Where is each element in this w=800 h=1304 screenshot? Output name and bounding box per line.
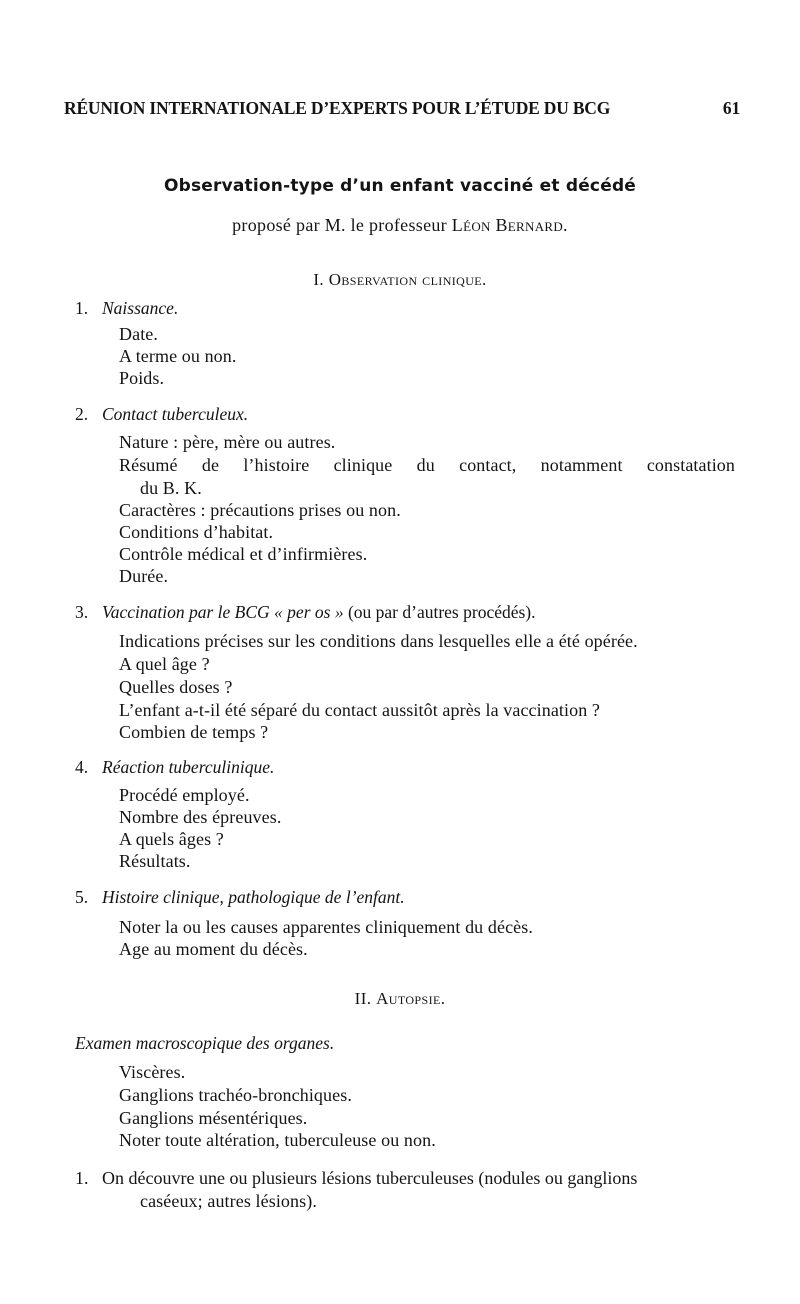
section-heading-autopsie [0,989,800,1009]
item-number: 5. [75,887,89,907]
item-title: Naissance. [102,298,179,318]
item-line: Conditions d’habitat. [119,522,274,542]
item-line: Age au moment du décès. [119,939,308,959]
item-line: Nature : père, mère ou autres. [119,432,336,452]
item-number: 3. [75,602,89,622]
item-number: 1. [75,298,89,318]
item-number: 2. [75,404,89,424]
item-line: Contrôle médical et d’infirmières. [119,544,368,564]
item-number: 1. [75,1168,89,1188]
autopsy-line: Noter toute altération, tuberculeuse ou non. [119,1130,436,1150]
item-heading-reaction [75,757,274,778]
item-number: 4. [75,757,89,777]
autopsy-line: Ganglions mésentériques. [119,1108,308,1128]
item-line: Durée. [119,566,169,586]
item-line: A quels âges ? [119,829,224,849]
subtitle-author: Léon Bernard. [451,215,568,235]
autopsy-line: Viscères. [119,1062,186,1082]
item-line: du B. K. [140,478,202,498]
section-title: Observation clinique. [328,270,487,289]
item-heading-histoire [75,887,405,908]
section-heading-observation [0,270,800,290]
page-number: 61 [722,98,740,118]
autopsy-item-1 [75,1168,732,1189]
running-head-text: RÉUNION INTERNATIONALE D’EXPERTS POUR L’ÉTUDE DU BCG [64,98,611,118]
item-title: Contact tuberculeux. [102,404,249,424]
item-line: Résultats. [119,851,191,871]
autopsy-heading [75,1033,334,1054]
section-title: Autopsie. [376,989,446,1008]
item-heading-contact [75,404,248,425]
item-title: Histoire clinique, pathologique de l’enfant. [102,887,405,907]
autopsy-item-text: On découvre une ou plusieurs lésions tuberculeuses (nodules ou ganglions [102,1168,638,1188]
item-line: Noter la ou les causes apparentes cliniquement du décès. [119,917,533,937]
item-line: Date. [119,324,158,344]
item-line: Résumé de l’histoire clinique du contact, notamment constatation [119,455,735,475]
running-head [64,98,740,119]
item-heading-naissance [75,298,178,319]
item-line: L’enfant a-t-il été séparé du contact aussitôt après la vaccination ? [119,700,601,720]
autopsy-item-line: caséeux; autres lésions). [140,1191,317,1211]
item-line: Caractères : précautions prises ou non. [119,500,401,520]
item-line: Quelles doses ? [119,677,233,697]
document-title: Observation-type d’un enfant vacciné et décédé [163,176,637,196]
autopsy-line: Ganglions trachéo-bronchiques. [119,1085,352,1105]
item-line: Combien de temps ? [119,722,269,742]
item-line: A terme ou non. [119,346,237,366]
document-subtitle [0,215,800,236]
item-line: Poids. [119,368,165,388]
item-title: Réaction tuberculinique. [102,757,275,777]
item-heading-vaccination [75,602,536,623]
item-title: Vaccination par le BCG « per os » [102,602,344,622]
subtitle-prefix: proposé par M. le professeur [232,215,447,235]
section-numeral: I. [313,270,325,289]
item-line: Procédé employé. [119,785,250,805]
autopsy-title: Examen macroscopique des organes. [75,1033,335,1053]
section-numeral: II. [354,989,372,1008]
item-line: Nombre des épreuves. [119,807,282,827]
item-title-suffix: (ou par d’autres procédés). [343,602,536,622]
item-line: Indications précises sur les conditions dans lesquelles elle a été opérée. [119,631,638,651]
item-line: A quel âge ? [119,654,210,674]
